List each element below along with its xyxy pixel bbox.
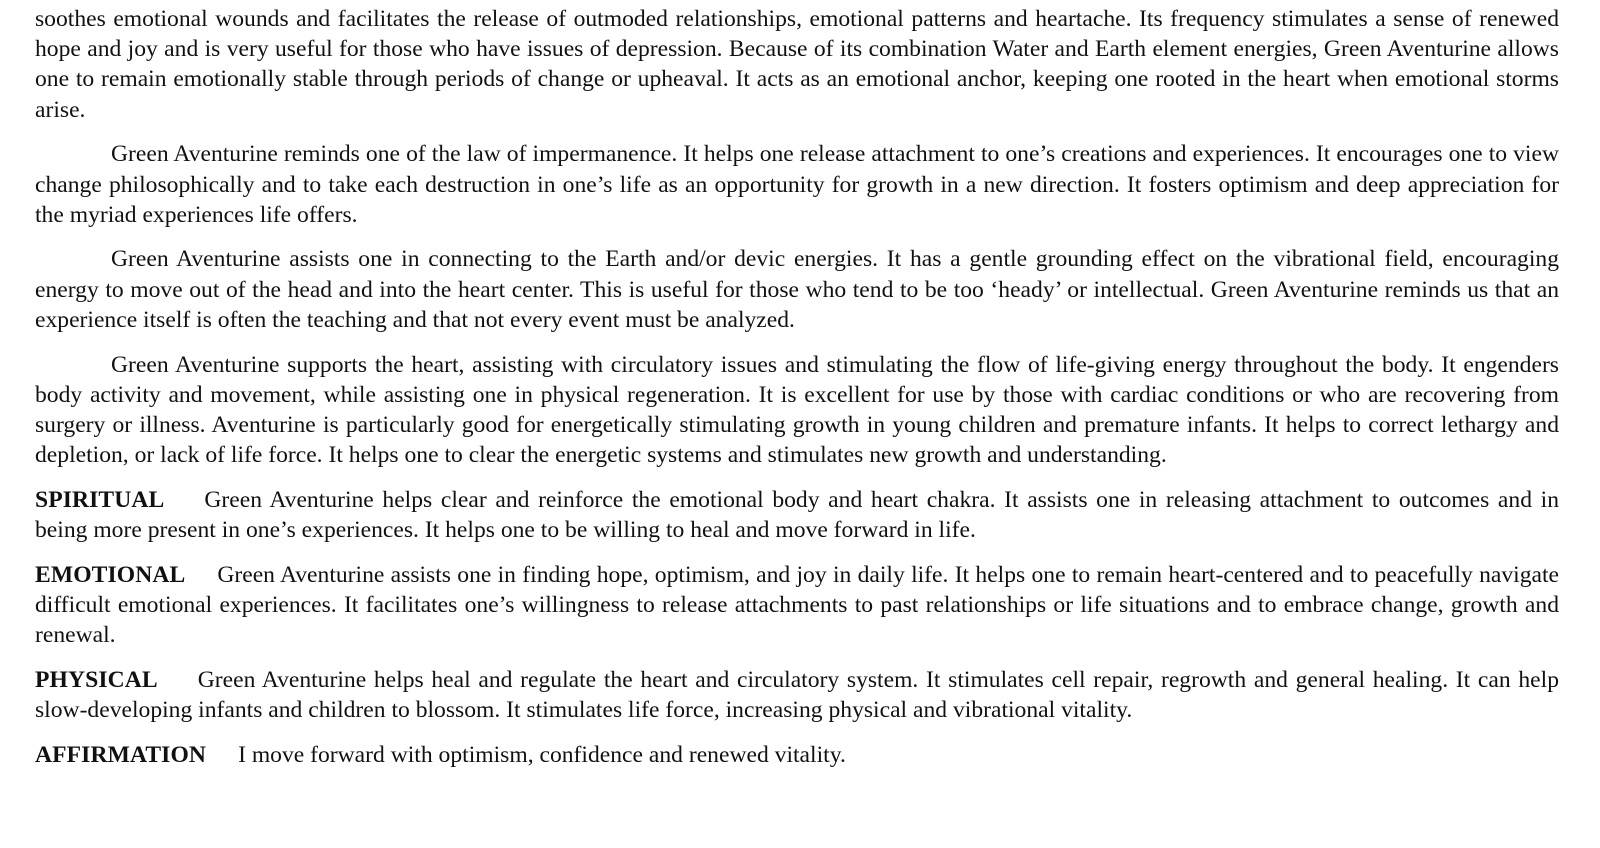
body-paragraph-impermanence: Green Aventurine reminds one of the law of impermanence. It helps one release attachment to one’s creations and experiences. It encourages one to view change philosophically and to take each destruction in one’s life as an opportunity for growth in a new direction. It fosters optimism and deep appreciation for the myriad experiences life offers. [35, 141, 1559, 228]
document-page [35, 4, 1559, 784]
section-affirmation-label: AFFIRMATION [35, 741, 207, 768]
section-physical [35, 665, 1559, 725]
section-physical-text: Green Aventurine helps heal and regulate the heart and circulatory system. It stimulates cell repair, regrowth and general healing. It can help slow-developing infants and children to blossom. It stimulates life force, increasing physical and vibrational vitality. [35, 666, 1559, 724]
section-spiritual-text: Green Aventurine helps clear and reinforce the emotional body and heart chakra. It assists one in releasing attachment to outcomes and in being more present in one’s experiences. It helps one to be willing to heal and move forward in life. [35, 486, 1559, 544]
section-spiritual [35, 485, 1559, 545]
section-physical-label: PHYSICAL [35, 666, 158, 693]
section-emotional-label: EMOTIONAL [35, 561, 186, 588]
section-affirmation [35, 740, 1559, 770]
section-emotional-text: Green Aventurine assists one in finding hope, optimism, and joy in daily life. It helps one to remain heart-centered and to peacefully navigate difficult emotional experiences. It facilitates one’s willingness to release attachments to past relationships or life situations and to embrace change, growth and renewal. [35, 561, 1559, 649]
section-spiritual-label: SPIRITUAL [35, 486, 165, 513]
section-affirmation-text: I move forward with optimism, confidence and renewed vitality. [238, 741, 846, 768]
body-paragraph-emotional-anchor: soothes emotional wounds and facilitates the release of outmoded relationships, emotional patterns and heartache. Its frequency stimulates a sense of renewed hope and joy and is very useful for those who have issues of depression. Because of its combination Water and Earth element energies, Green Aventurine allows one to remain emotionally stable through periods of change or upheaval. It acts as an emotional anchor, keeping one rooted in the heart when emotional storms arise. [35, 6, 1559, 123]
body-paragraph-grounding: Green Aventurine assists one in connecting to the Earth and/or devic energies. It has a gentle grounding effect on the vibrational field, encouraging energy to move out of the head and into the heart center. This is useful for those who tend to be too ‘heady’ or intellectual. Green Aventurine reminds us that an experience itself is often the teaching and that not every event must be analyzed. [35, 246, 1559, 333]
section-emotional [35, 560, 1559, 651]
body-paragraph-heart-support: Green Aventurine supports the heart, assisting with circulatory issues and stimulating the flow of life-giving energy throughout the body. It engenders body activity and movement, while assisting one in physical regeneration. It is excellent for use by those with cardiac conditions or who are recovering from surgery or illness. Aventurine is particularly good for energetically stimulating growth in young children and premature infants. It helps to correct lethargy and depletion, or lack of life force. It helps one to clear the energetic systems and stimulates new growth and understanding. [35, 351, 1559, 469]
